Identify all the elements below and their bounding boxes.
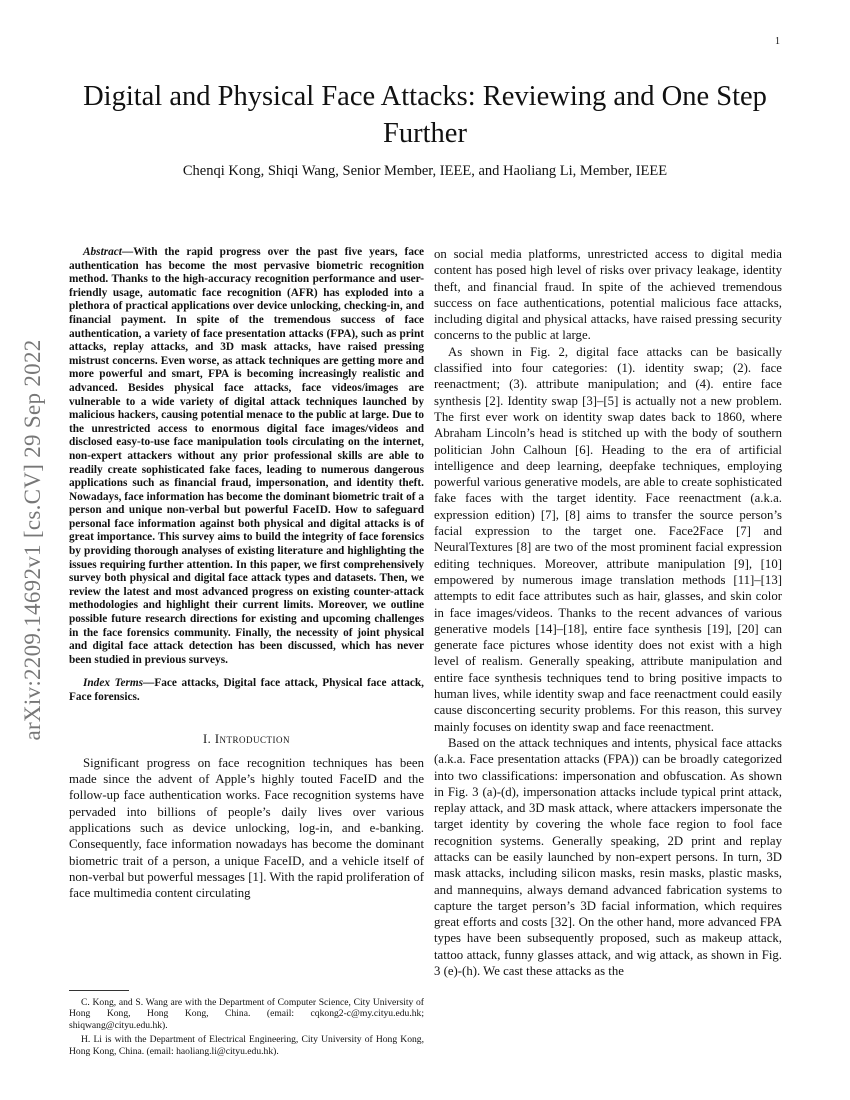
footnote-affiliation-1: C. Kong, and S. Wang are with the Department of Computer Science, City University of Hong Kong, Hong Kong, China. (email: cqkong2-c@my.cityu.edu.hk; shiqwang@cityu.edu.hk). (69, 997, 424, 1031)
abstract-label: Abstract (83, 246, 122, 258)
intro-paragraph-2: As shown in Fig. 2, digital face attacks can be basically classified into four categories: (1). identity swap; (2). face reenactment; (3). attribute manipulation; and (4). entire face synthesis [2]. Identity swap [3]–[5] is actually not a new problem. The first ever work on identity swap dates back to 1860, where Abraham Lincoln’s head is stitched up with the body of southern politician John Calhoun [6]. Heading to the era of artificial intelligence and deep learning, deepfake techniques, employing powerful various generative models, are able to create sophisticated fake faces with the target identity. Face reenactment (a.k.a. expression edition) [7], [8] aims to transfer the source person’s facial expression to the target one. Face2Face [7] and NeuralTextures [8] are two of the most prominent facial expression editing techniques. Moreover, attribute manipulation [9], [10] empowered by numerous image translation methods [11]–[13] attempts to edit face attributes such as hair, glasses, and skin color in face images/videos. Thanks to the recent advances of various generative models [14]–[18], entire face synthesis [19], [20] can generate face pictures whose identity does not exist with a high level of realism. Generally speaking, attribute manipulation and entire face synthesis techniques tend to bring positive impacts to human lives, while identity swap and face reenactment could easily cause disconcerting security problems. For this reason, this survey mainly focuses on identity swap and face reenactment. (434, 344, 782, 734)
intro-paragraph-cont: on social media platforms, unrestricted access to digital media content has posed high level of risks over privacy leakage, identity theft, and financial fraud. In spite of the achieved tremendous success on face authentications, potential malicious face attacks, including digital and physical attacks, have raised pressing security concerns to the public at large. (434, 247, 782, 343)
index-terms-text: —Face attacks, Digital face attack, Physical face attack, Face forensics. (69, 677, 424, 703)
arxiv-stamp (18, 290, 48, 790)
right-column (434, 246, 782, 979)
index-terms-label: Index Terms (83, 677, 144, 690)
abstract (69, 246, 424, 667)
page-number: 1 (775, 36, 780, 47)
left-column (69, 246, 424, 902)
abstract-text: —With the rapid progress over the past five years, face authentication has become the most pervasive biometric recognition method. Thanks to the high-accuracy recognition performance and user-friendly usage, automatic face recognition (AFR) has exploded into a plethora of practical applications over device unlocking, checking-in, and financial payment. In spite of the tremendous success of face authentication, a variety of face presentation attacks (FPA), such as print attacks, replay attacks, and 3D mask attacks, have raised pressing mistrust concerns. Even worse, as attack techniques are getting more and more powerful and smart, FPA is becoming increasingly realistic and advanced. Besides physical face attacks, face videos/images are vulnerable to a wide variety of digital attack techniques launched by malicious hackers, causing potential menace to the public at large. Due to the unrestricted access to enormous digital face images/videos and disclosed easy-to-use face manipulation tools circulating on the internet, non-expert attackers without any prior professional skills are able to readily create sophisticated fake faces, leading to numerous dangerous applications such as financial fraud, impersonation, and identity theft. Nowadays, face information has become the dominant biometric trait of a person and unique non-verbal but powerful FaceID. How to safeguard personal face information against both physical and digital attacks is of great importance. This survey aims to build the integrity of face forensics by providing thorough analyses of existing literature and highlighting the issues requiring further attention. In this paper, we first comprehensively survey both physical and digital face attack types and datasets. Then, we review the latest and most advanced progress on existing counter-attack methodologies and highlight their current limits. Moreover, we outline possible future research directions for existing and upcoming challenges in the face forensics community. Finally, the necessity of joint physical and digital face attack detection has been discussed, which has never been studied in previous surveys. (69, 246, 424, 666)
author-list: Chenqi Kong, Shiqi Wang, Senior Member, IEEE, and Haoliang Li, Member, IEEE (182, 163, 668, 179)
intro-paragraph-1: Significant progress on face recognition techniques has been made since the advent of Apple’s highly touted FaceID and the follow-up face authentication works. Face recognition systems have pervaded into billions of people’s daily lives over various applications such as device unlocking, log-in, and e-banking. Consequently, face information nowadays has become the dominant biometric trait of a person, a unique FaceID, and a vehicle itself of non-verbal but powerful messages [1]. With the rapid proliferation of face multimedia content circulating (69, 755, 424, 901)
footnote-rule (69, 990, 129, 991)
section-title: Introduction (214, 731, 291, 746)
section-heading (69, 731, 424, 747)
arxiv-stamp-text: arXiv:2209.14692v1 [cs.CV] 29 Sep 2022 (20, 339, 45, 741)
author-line (60, 163, 790, 180)
paper-title: Digital and Physical Face Attacks: Reviewing and One Step Further (83, 81, 767, 149)
intro-paragraph-3: Based on the attack techniques and intents, physical face attacks (a.k.a. Face presentation attacks (FPA)) can be broadly categorized into two classifications: impersonation and obfuscation. As shown in Fig. 3 (a)-(d), impersonation attacks include typical print attack, replay attack, and 3D mask attack, where attackers impersonate the target identity by covering the whole face region to fool face recognition systems. Generally speaking, 2D print and replay attacks can be easily launched by non-expert persons. In turn, 3D mask attacks, including silicon masks, resin masks, plastic masks, and mannequins, always demand advanced fabrication systems to capture the target person’s 3D facial information, which requires great efforts and costs [32]. On the other hand, more advanced FPA types have been subsequently proposed, such as makeup attack, tattoo attack, funny glasses attack, and wig attack, as shown in Fig. 3 (e)-(h). We cast these attacks as the (434, 735, 782, 979)
footnote-affiliation-2: H. Li is with the Department of Electrical Engineering, City University of Hong Kong, Hong Kong, China. (email: haoliang.li@cityu.edu.hk). (69, 1034, 424, 1057)
section-numeral: I. (202, 731, 212, 746)
index-terms (69, 677, 424, 704)
footnotes (69, 990, 424, 1060)
